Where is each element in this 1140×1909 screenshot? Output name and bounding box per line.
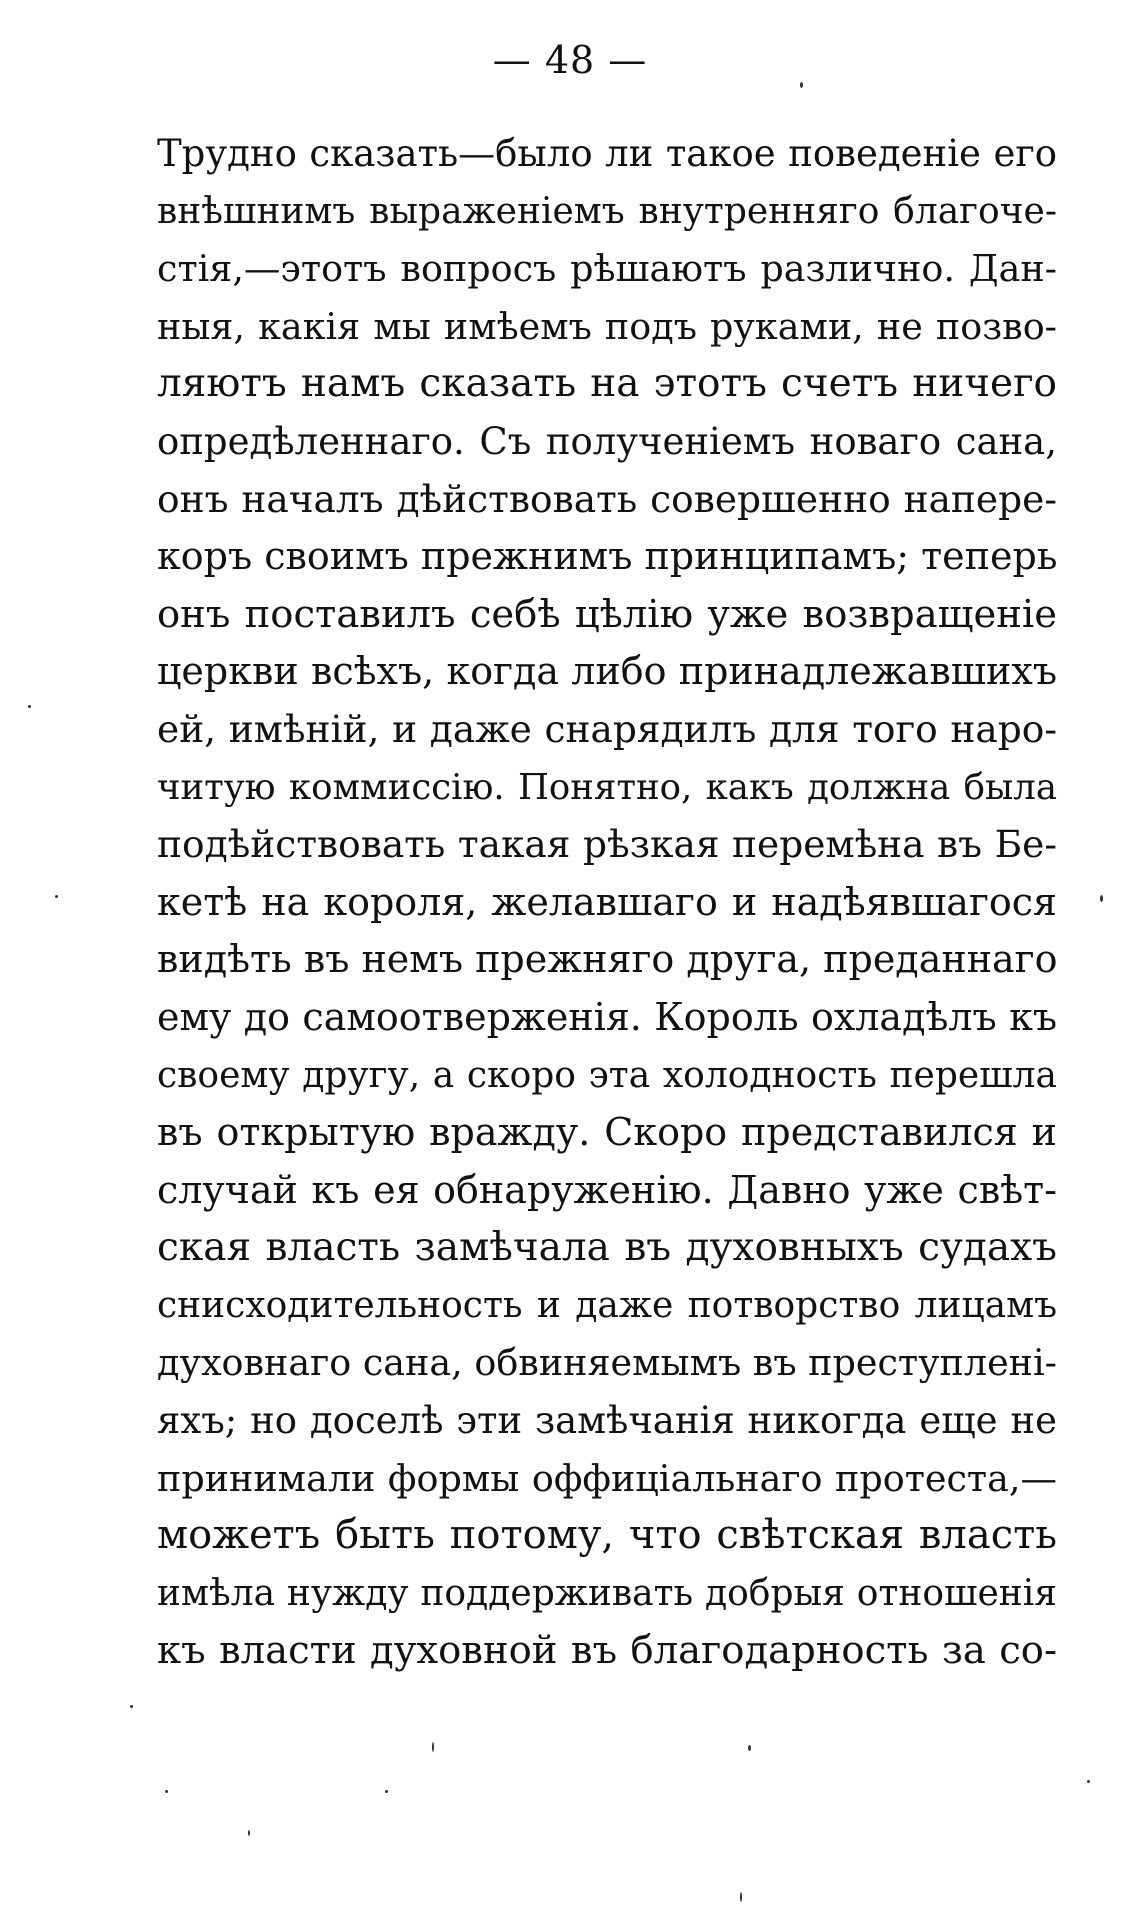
scan-speck (1087, 1780, 1090, 1783)
scan-speck (28, 705, 31, 708)
text-line: внѣшнимъ выраженіемъ внутренняго благоче- (157, 190, 1057, 232)
scan-speck (748, 1745, 751, 1751)
text-line: духовнаго сана, обвиняемымъ въ преступлені- (157, 1341, 1058, 1385)
page-number: — 48 — (492, 38, 648, 82)
scan-speck (800, 82, 803, 88)
text-line: подѣйствовать такая рѣзкая перемѣна въ Бе- (157, 822, 1057, 867)
text-line: ныя, какія мы имѣемъ подъ руками, не позво- (157, 304, 1057, 348)
text-line: ему до самоотверженія. Король охладѣлъ къ (157, 994, 1057, 1039)
text-line: коръ своимъ прежнимъ принципамъ; теперь (157, 534, 1058, 579)
text-line: имѣла нужду поддерживать добрыя отношенія (157, 1572, 1057, 1614)
text-line: яхъ; но доселѣ эти замѣчанія никогда еще не (157, 1399, 1057, 1443)
text-line: можетъ быть потому, что свѣтская власть (157, 1512, 1057, 1559)
scan-speck (385, 1790, 388, 1793)
scan-speck (165, 1790, 168, 1793)
text-line: къ власти духовной въ благодарность за со- (157, 1628, 1057, 1674)
scan-speck (248, 1830, 250, 1836)
text-line: онъ началъ дѣйствовать совершенно напере- (157, 476, 1057, 521)
body-text (157, 125, 1057, 1680)
text-line: принимали формы оффиціальнаго протеста,— (157, 1456, 1057, 1500)
text-line: читую коммиссію. Понятно, какъ должна была (157, 766, 1057, 808)
scan-speck (1100, 895, 1103, 902)
text-line: онъ поставилъ себѣ цѣлію уже возвращеніе (157, 591, 1057, 637)
text-line: видѣть въ немъ прежняго друга, преданнаго (157, 937, 1058, 982)
scan-speck (130, 1705, 133, 1708)
text-line: снисходительность и даже потворство лицамъ (157, 1284, 1057, 1326)
text-line: ей, имѣній, и даже снарядилъ для того наро- (157, 706, 1057, 751)
text-line: ляютъ намъ сказать на этотъ счетъ ничего (157, 361, 1057, 407)
text-line: опредѣленнаго. Съ полученіемъ новаго сана, (157, 419, 1057, 463)
scan-speck (432, 1742, 434, 1752)
text-line: стія,—этотъ вопросъ рѣшаютъ различно. Дан- (157, 247, 1057, 291)
text-line: въ открытую вражду. Скоро представился и (157, 1110, 1057, 1155)
text-line: церкви всѣхъ, когда либо принадлежавшихъ (157, 649, 1057, 694)
text-line: ская власть замѣчала въ духовныхъ судахъ (157, 1225, 1057, 1271)
text-line: своему другу, а скоро эта холодность перешла (157, 1054, 1057, 1096)
scan-speck (55, 895, 58, 898)
text-line: Трудно сказать—было ли такое поведеніе его (157, 132, 1057, 175)
text-line: кетѣ на короля, желавшаго и надѣявшагося (157, 879, 1057, 924)
scan-speck (740, 1892, 742, 1902)
text-line: случай къ ея обнаруженію. Давно уже свѣт- (157, 1167, 1057, 1212)
